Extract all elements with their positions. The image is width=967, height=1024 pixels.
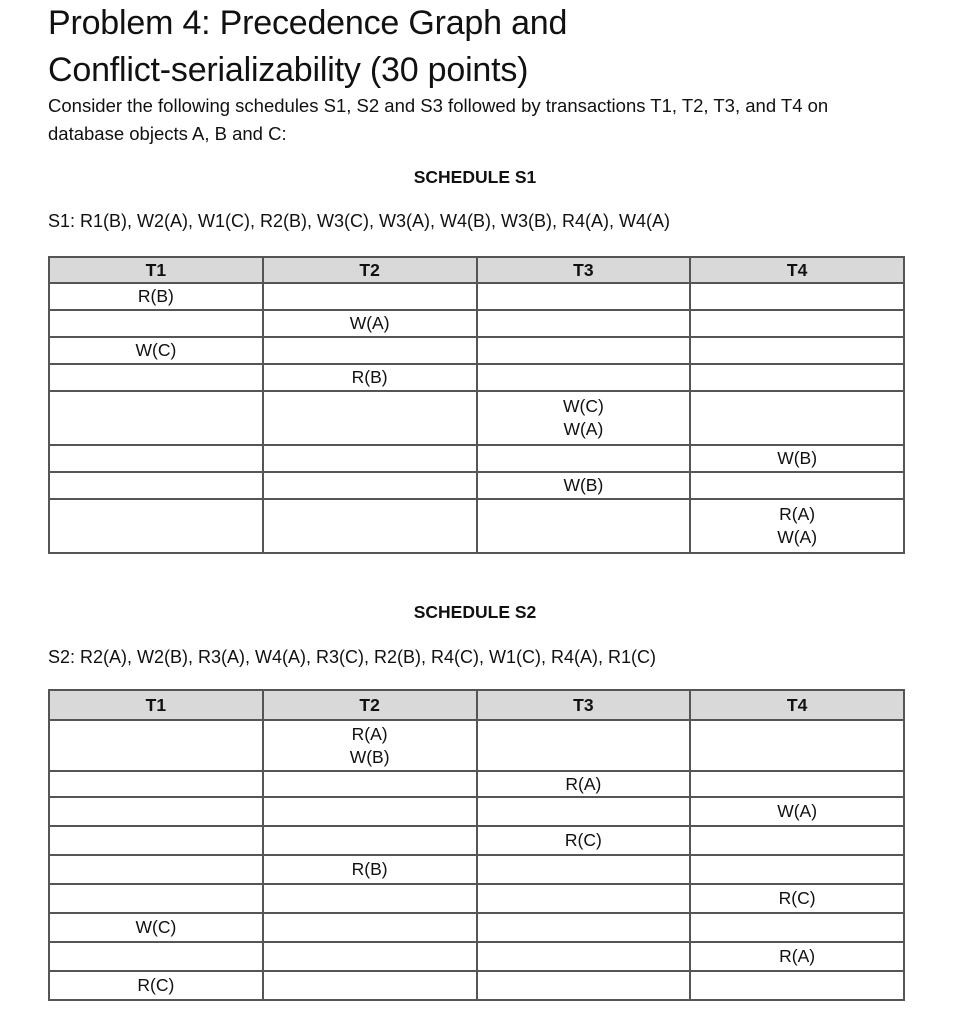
cell-t3 <box>477 720 691 771</box>
table-row <box>49 445 904 472</box>
cell-t2 <box>263 771 477 797</box>
cell-t2: R(B) <box>263 855 477 884</box>
cell-t4 <box>690 499 904 553</box>
cell-t2 <box>263 797 477 826</box>
cell-t1 <box>49 797 263 826</box>
header-t3: T3 <box>477 257 691 283</box>
cell-t2 <box>263 499 477 553</box>
cell-t3 <box>477 499 691 553</box>
cell-t1: R(C) <box>49 971 263 1000</box>
cell-t4 <box>690 472 904 499</box>
cell-t4 <box>690 364 904 391</box>
header-t3: T3 <box>477 690 691 720</box>
cell-t2 <box>263 337 477 364</box>
table-row <box>49 971 904 1000</box>
cell-t1 <box>49 771 263 797</box>
cell-t3 <box>477 364 691 391</box>
table-row <box>49 499 904 553</box>
table-row <box>49 391 904 445</box>
cell-t1: W(C) <box>49 337 263 364</box>
cell-t1: R(B) <box>49 283 263 310</box>
cell-t2 <box>263 971 477 1000</box>
cell-t4 <box>690 826 904 855</box>
cell-t2 <box>263 283 477 310</box>
problem-intro <box>48 92 928 148</box>
cell-t3 <box>477 391 691 445</box>
table-header-row <box>49 690 904 720</box>
title-line-2: Conflict-serializability (30 points) <box>48 51 529 89</box>
cell-t1 <box>49 472 263 499</box>
cell-t3: W(B) <box>477 472 691 499</box>
cell-line: W(A) <box>777 527 818 547</box>
cell-t1 <box>49 499 263 553</box>
cell-t1 <box>49 720 263 771</box>
cell-t2 <box>263 720 477 771</box>
cell-t4 <box>690 855 904 884</box>
cell-t2 <box>263 391 477 445</box>
table-row <box>49 720 904 771</box>
cell-t3: R(C) <box>477 826 691 855</box>
table-row <box>49 310 904 337</box>
table-row <box>49 771 904 797</box>
header-t1: T1 <box>49 257 263 283</box>
cell-t2: R(B) <box>263 364 477 391</box>
cell-t1 <box>49 826 263 855</box>
cell-t1 <box>49 942 263 971</box>
table-header-row <box>49 257 904 283</box>
cell-t4 <box>690 310 904 337</box>
cell-t3 <box>477 855 691 884</box>
cell-t2 <box>263 472 477 499</box>
cell-t3 <box>477 797 691 826</box>
cell-t2: W(A) <box>263 310 477 337</box>
header-t4: T4 <box>690 690 904 720</box>
table-row <box>49 364 904 391</box>
cell-line: R(A) <box>351 723 388 744</box>
table-row <box>49 913 904 942</box>
cell-t1 <box>49 445 263 472</box>
cell-t4: R(C) <box>690 884 904 913</box>
cell-t4 <box>690 720 904 771</box>
table-row <box>49 826 904 855</box>
cell-t4: W(B) <box>690 445 904 472</box>
cell-t3 <box>477 971 691 1000</box>
cell-t4 <box>690 337 904 364</box>
cell-t4: R(A) <box>690 942 904 971</box>
table-row <box>49 942 904 971</box>
cell-t4 <box>690 391 904 445</box>
problem-title <box>48 0 948 94</box>
cell-t2 <box>263 445 477 472</box>
table-row <box>49 797 904 826</box>
cell-t3 <box>477 884 691 913</box>
cell-t3 <box>477 445 691 472</box>
header-t2: T2 <box>263 257 477 283</box>
table-row <box>49 283 904 310</box>
cell-t1 <box>49 855 263 884</box>
intro-line-1: Consider the following schedules S1, S2 and S3 followed by transactions T1, T2, T3, and T4 on <box>48 95 829 116</box>
schedule-s1-table <box>48 256 905 554</box>
cell-t3 <box>477 283 691 310</box>
schedule-s2-table <box>48 689 905 1001</box>
table-row <box>49 855 904 884</box>
cell-t4 <box>690 771 904 797</box>
cell-t2 <box>263 826 477 855</box>
cell-t2 <box>263 942 477 971</box>
cell-t1 <box>49 364 263 391</box>
cell-t3 <box>477 942 691 971</box>
title-line-1: Problem 4: Precedence Graph and <box>48 4 568 42</box>
cell-t2 <box>263 913 477 942</box>
header-t4: T4 <box>690 257 904 283</box>
schedule-s1-sequence: S1: R1(B), W2(A), W1(C), R2(B), W3(C), W3(A), W4(B), W3(B), R4(A), W4(A) <box>48 211 670 231</box>
intro-line-2: database objects A, B and C: <box>48 123 287 144</box>
schedule-s2-heading: SCHEDULE S2 <box>413 602 537 622</box>
cell-t3 <box>477 337 691 364</box>
cell-t4 <box>690 283 904 310</box>
cell-line: W(C) <box>562 396 604 416</box>
cell-t3 <box>477 310 691 337</box>
cell-t4 <box>690 971 904 1000</box>
table-row <box>49 884 904 913</box>
cell-t4: W(A) <box>690 797 904 826</box>
schedule-s1-heading: SCHEDULE S1 <box>413 167 537 187</box>
cell-line: R(A) <box>779 504 816 524</box>
header-t1: T1 <box>49 690 263 720</box>
cell-line: W(B) <box>349 746 390 767</box>
schedule-s2-sequence: S2: R2(A), W2(B), R3(A), W4(A), R3(C), R2(B), R4(C), W1(C), R4(A), R1(C) <box>48 647 657 667</box>
table-row <box>49 472 904 499</box>
cell-t1: W(C) <box>49 913 263 942</box>
cell-t3: R(A) <box>477 771 691 797</box>
cell-t1 <box>49 310 263 337</box>
cell-t2 <box>263 884 477 913</box>
table-row <box>49 337 904 364</box>
cell-t1 <box>49 884 263 913</box>
cell-t3 <box>477 913 691 942</box>
header-t2: T2 <box>263 690 477 720</box>
cell-t4 <box>690 913 904 942</box>
cell-t1 <box>49 391 263 445</box>
cell-line: W(A) <box>563 419 604 439</box>
